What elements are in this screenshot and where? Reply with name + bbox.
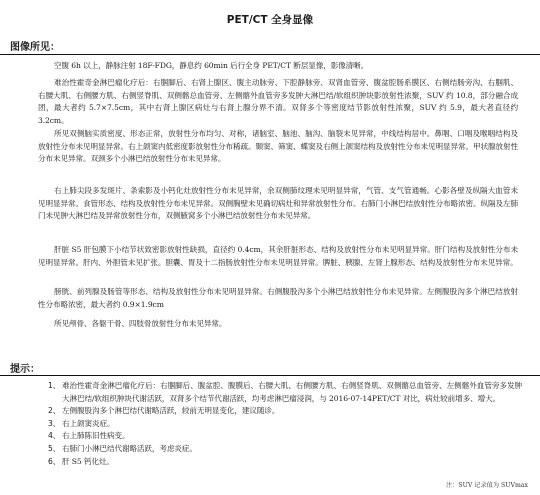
impression-number: 6、	[48, 456, 61, 466]
findings-paragraph-lymphoma: 难治性霍奇金淋巴瘤化疗后：右腘脚后、右肾上腺区、腹主动脉旁、下腔静脉旁、双肾血管旁、腹盆腔肠系膜区、右侧结肠旁沟、右腘肌、右腰大肌、右侧腰方肌、右侧竖脊肌、双侧髂总血管旁、左侧髂外血管旁多发肿大淋巴结/软组织肿块影放射性浓聚，SUV 约 10.8，部分融合成团，最大者约 5.7×7.5cm，其中右肾上腺区病灶与右肾上腺分界不清。双肾多个等密度结节影放射性浓聚，SUV 约 5.9，最大者直径约 3.2cm。	[38, 78, 518, 125]
report-title: PET/CT 全身显像	[226, 14, 314, 26]
impression-number: 3、	[48, 418, 61, 428]
impression-number: 4、	[48, 431, 61, 441]
findings-paragraph-head-neck: 所见双侧脑实质密度、形态正常，放射性分布均匀、对称，诸脑室、脑池、脑沟、脑裂未见异常，中线结构居中。鼻咽、口咽及喉咽结构及放射性分布未见明显异常。右上颌窦内低密度影放射性分布稀疏。颞窦、筛窦、蝶窦及右侧上颌窦结构及放射性分布未见明显异常。甲状腺放射性分布未见异常。双颈多个小淋巴结放射性分布未见异常。	[38, 129, 518, 164]
findings-paragraph-bones: 所见颅骨、各躯干骨、四肢骨放射性分布未见异常。	[54, 319, 227, 328]
impression-item	[48, 405, 522, 418]
impression-text: 难治性霍奇金淋巴瘤化疗后：右腘脚后、腹盆腔、腹膜后、右腰大肌、右侧腰方肌、右侧竖脊肌、双侧髂总血管旁、左侧髂外血管旁多发肿大淋巴结/软组织肿块代谢活跃，双肾多个结节代谢活跃，均考虑淋巴瘤浸润，与 2016-07-14PET/CT 对比，病灶较前增多、增大。	[62, 381, 522, 403]
suv-footnote: 注：SUV 记录值为 SUVmax	[446, 482, 528, 489]
findings-paragraph-pelvis: 膀胱、前列腺及肠管等形态、结构及放射性分布未见明显异常。右侧腹股沟多个小淋巴结放射性分布未见异常。左侧腹股沟多个淋巴结放射性分布略浓密，最大者约 0.9×1.9cm	[38, 287, 518, 309]
impression-number: 1、	[48, 381, 61, 390]
impression-text: 左侧腹股沟多个淋巴结代谢略活跃，较前无明显变化，建议随诊。	[62, 406, 280, 416]
findings-paragraph-chest: 右上肺尖段多发斑片、条索影及小钙化灶放射性分布未见异常，余双侧肺纹理未见明显异常，气管、支气管通畅。心影各壁及纵隔大血管未见明显异常。食管形态、结构及放射性分布未见异常。双侧胸壁未见确切病灶和异常放射性分布。右肺门小淋巴结放射性分布略浓密。纵隔及左肺门未见肿大淋巴结及异常放射性分布，双侧腋窝多个小淋巴结放射性分布未见异常。	[38, 186, 518, 221]
impression-number: 2、	[48, 406, 61, 416]
findings-paragraph-abdomen: 肝脏 S5 肝包膜下小结节状致密影放射性缺损，直径约 0.4cm，其余肝脏形态、结构及放射性分布未见明显异常。肝门结构及放射性分布未见明显异常。肝内、外胆管未见扩张。胆囊、胃及十二指肠放射性分布未见明显异常。脾脏、胰腺、左肾上腺形态、结构及放射性分布未见异常。	[38, 245, 518, 267]
impression-item	[48, 443, 522, 456]
impression-text: 右上颌窦炎症。	[62, 418, 115, 428]
impression-list	[48, 380, 522, 468]
impression-heading: 提示：	[10, 364, 40, 375]
impression-text: 右上肺陈旧性病变。	[62, 431, 130, 441]
findings-divider	[0, 54, 540, 55]
findings-heading: 图像所见：	[10, 42, 60, 53]
impression-text: 右肺门小淋巴结代谢略活跃，考虑炎症。	[62, 443, 197, 453]
impression-item	[48, 456, 522, 469]
impression-item	[48, 418, 522, 431]
impression-text: 肝 S5 钙化灶。	[62, 456, 114, 466]
impression-item	[48, 430, 522, 443]
impression-item	[48, 380, 522, 405]
impression-number: 5、	[48, 443, 61, 453]
findings-paragraph-scan: 空腹 6h 以上，静脉注射 18F-FDG，静息约 60min 后行全身 PET/CT 断层显像，影像清晰。	[54, 61, 369, 70]
impression-divider	[0, 375, 540, 376]
